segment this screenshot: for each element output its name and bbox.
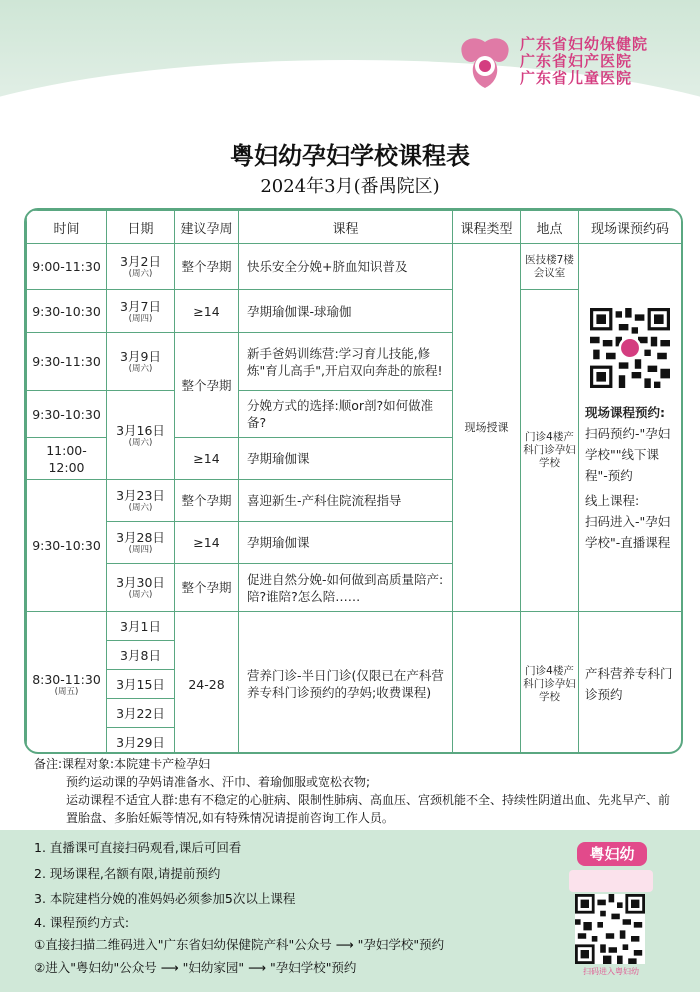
weekday-text: (周六)	[128, 364, 153, 374]
schedule-table	[24, 208, 683, 754]
date-text: 3月30日	[116, 575, 165, 590]
location-cell: 门诊4楼产科门诊孕妇学校	[521, 290, 579, 612]
online-booking-text: 扫码进入-"孕妇学校"-直播课程	[585, 514, 671, 550]
weekday-text: (周六)	[128, 590, 153, 600]
time-cell: 9:30-10:30	[27, 480, 107, 612]
date-cell	[107, 480, 175, 522]
hospital-names	[520, 36, 648, 87]
time-text: 8:30-11:30	[32, 671, 101, 687]
note-line: 预约运动课的孕妈请准备水、汗巾、着瑜伽服或宽松衣物;	[66, 775, 371, 789]
date-cell	[107, 564, 175, 612]
note-line: 备注:课程对象:本院建卡产检孕妇	[34, 757, 211, 771]
course-cell: 快乐安全分娩+脐血知识普及	[239, 244, 453, 290]
location-cell: 医技楼7楼会议室	[521, 244, 579, 290]
column-header: 日期	[107, 211, 175, 244]
page-subtitle: 2024年3月(番禺院区)	[260, 176, 440, 197]
weekday-text: (周六)	[128, 503, 153, 513]
onsite-booking-title: 现场课程预约:	[585, 405, 665, 420]
week-cell: ≥14	[175, 522, 239, 564]
course-cell: 孕期瑜伽课	[239, 522, 453, 564]
date-cell: 3月15日	[107, 670, 175, 699]
course-type-cell: 现场授课	[453, 244, 521, 612]
table-row	[27, 612, 682, 641]
footer-item: ②进入"粤妇幼"公众号 ⟶ "妇幼家园" ⟶ "孕妇学校"预约	[34, 960, 357, 975]
footer-item: ①直接扫描二维码进入"广东省妇幼保健院产科"公众号 ⟶ "孕妇学校"预约	[34, 937, 445, 952]
footer-item: 1. 直播课可直接扫码观看,课后可回看	[34, 840, 242, 855]
nutrition-booking-cell: 产科营养专科门诊预约	[579, 612, 682, 755]
week-cell: 整个孕期	[175, 244, 239, 290]
week-cell: 整个孕期	[175, 333, 239, 438]
weekday-text: (周四)	[128, 545, 153, 555]
hospital-name: 广东省妇幼保健院	[520, 35, 649, 53]
weekday-text: (周六)	[128, 437, 153, 448]
date-text: 3月9日	[120, 349, 161, 364]
footer-item: 4. 课程预约方式:	[34, 915, 130, 930]
hospital-name: 广东省妇产医院	[520, 52, 633, 70]
date-text: 3月28日	[116, 530, 165, 545]
course-cell: 促进自然分娩-如何做到高质量陪产:陪?谁陪?怎么陪……	[239, 564, 453, 612]
course-cell: 分娩方式的选择:顺or剖?如何做准备?	[239, 391, 453, 438]
course-cell: 新手爸妈训练营:学习育儿技能,修炼"育儿高手",开启双向奔赴的旅程!	[239, 333, 453, 391]
notes-section	[34, 755, 674, 827]
location-cell: 门诊4楼产科门诊孕妇学校	[521, 612, 579, 755]
onsite-booking-text: 扫码预约-"孕妇学校""线下课程"-预约	[585, 426, 671, 483]
booking-cell	[579, 244, 682, 612]
date-cell	[107, 244, 175, 290]
date-text: 3月23日	[116, 488, 165, 503]
course-cell: 喜迎新生-产科住院流程指导	[239, 480, 453, 522]
hospital-name: 广东省儿童医院	[520, 69, 633, 87]
badge-caption: 扫码进入粤妇幼	[583, 967, 639, 976]
date-cell	[107, 391, 175, 480]
time-cell: 11:00-12:00	[27, 438, 107, 480]
column-header: 地点	[521, 211, 579, 244]
hospital-logo-icon	[452, 34, 518, 94]
date-cell: 3月22日	[107, 699, 175, 728]
note-line: 运动课程不适宜人群:患有不稳定的心脏病、限制性肺病、高血压、宫颈机能不全、持续性阴道出血、先兆早产、前置胎盘、多胎妊娠等情况,如有特殊情况请提前咨询工作人员。	[66, 793, 671, 825]
badge-brand: 粤妇幼	[577, 842, 647, 866]
date-cell	[107, 290, 175, 333]
course-cell: 孕期瑜伽课-球瑜伽	[239, 290, 453, 333]
footer-item: 2. 现场课程,名额有限,请提前预约	[34, 866, 221, 881]
course-cell: 孕期瑜伽课	[239, 438, 453, 480]
time-cell: 9:30-10:30	[27, 391, 107, 438]
qr-code-icon[interactable]	[590, 308, 670, 388]
qr-code-icon[interactable]	[575, 894, 645, 964]
week-cell: 24-28	[175, 612, 239, 755]
date-cell: 3月29日	[107, 728, 175, 755]
week-cell: 整个孕期	[175, 480, 239, 522]
column-header: 课程	[239, 211, 453, 244]
column-header: 时间	[27, 211, 107, 244]
weekday-text: (周四)	[128, 313, 153, 324]
table-row	[27, 244, 682, 290]
column-header: 课程类型	[453, 211, 521, 244]
course-type-cell	[453, 612, 521, 755]
date-cell: 3月8日	[107, 641, 175, 670]
time-cell	[27, 612, 107, 755]
weekday-text: (周六)	[128, 269, 153, 279]
date-text: 3月2日	[120, 254, 161, 269]
date-cell: 3月1日	[107, 612, 175, 641]
footer-item: 3. 本院建档分娩的准妈妈必须参加5次以上课程	[34, 891, 296, 906]
column-header: 现场课预约码	[579, 211, 682, 244]
date-cell	[107, 522, 175, 564]
time-cell: 9:00-11:30	[27, 244, 107, 290]
date-cell	[107, 333, 175, 391]
date-text: 3月16日	[116, 422, 165, 438]
weekday-text: (周五)	[54, 686, 79, 697]
week-cell: 整个孕期	[175, 564, 239, 612]
date-text: 3月7日	[120, 298, 161, 314]
table-header-row	[27, 211, 682, 244]
online-booking-title: 线上课程:	[585, 493, 640, 508]
column-header: 建议孕周	[175, 211, 239, 244]
week-cell: ≥14	[175, 438, 239, 480]
week-cell: ≥14	[175, 290, 239, 333]
badge-card	[569, 870, 653, 892]
page-title: 粤妇幼孕妇学校课程表	[230, 141, 470, 170]
course-cell: 营养门诊-半日门诊(仅限已在产科营养专科门诊预约的孕妈;收费课程)	[239, 612, 453, 755]
app-badge[interactable]	[565, 840, 657, 978]
time-cell: 9:30-10:30	[27, 290, 107, 333]
time-cell: 9:30-11:30	[27, 333, 107, 391]
